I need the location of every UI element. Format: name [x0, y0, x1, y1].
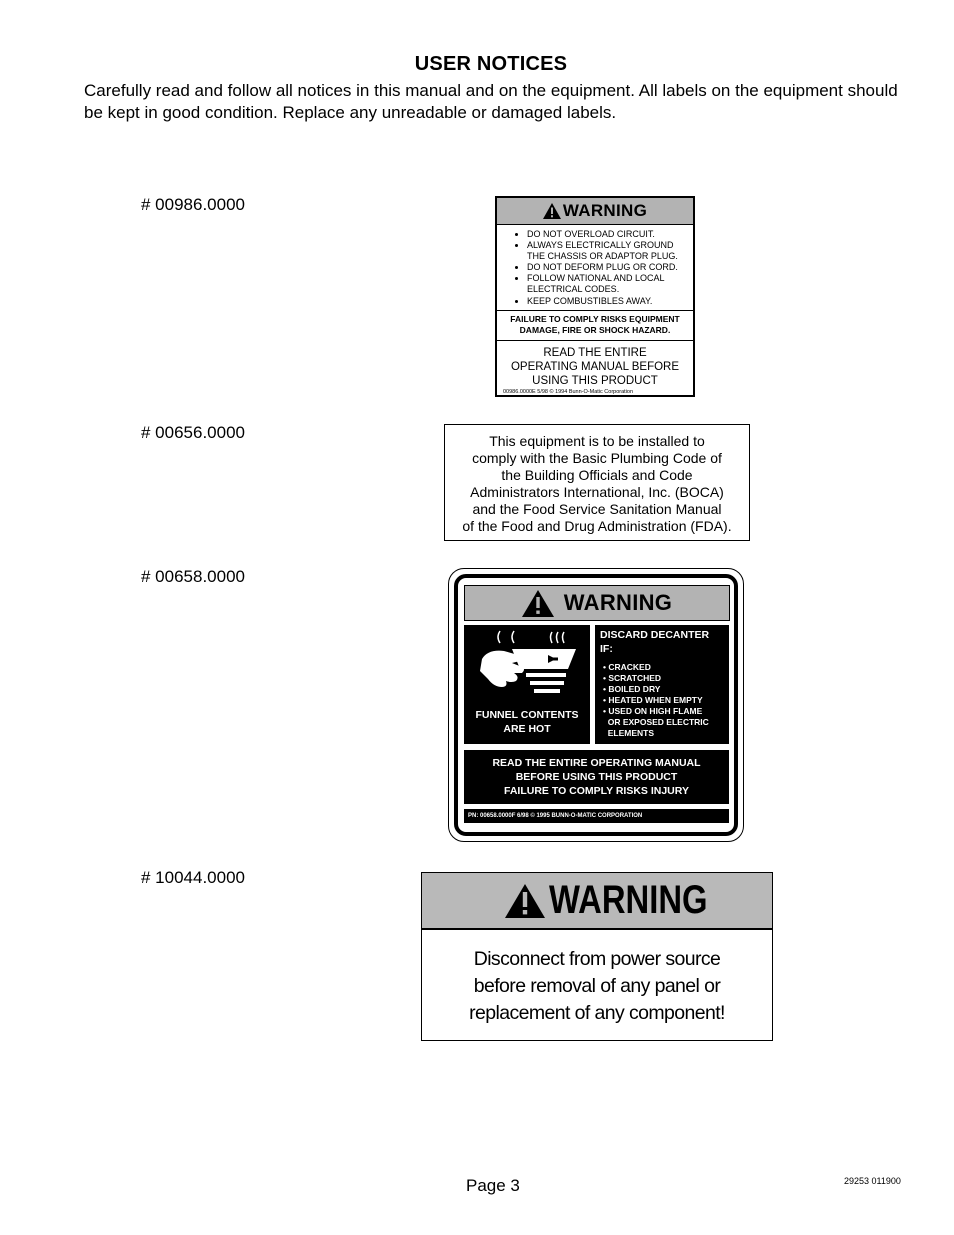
disconnect-message: [422, 946, 772, 1027]
read-line: USING THIS PRODUCT: [532, 375, 658, 387]
failure-notice: [497, 310, 693, 341]
warning-triangle-icon: [522, 590, 554, 617]
heading-line: DISCARD DECANTER: [600, 629, 710, 641]
list-item: • BOILED DRY: [603, 684, 661, 694]
page-number: Page 3: [466, 1176, 520, 1195]
read-line: READ THE ENTIRE OPERATING MANUAL: [492, 757, 701, 769]
hot-funnel-panel: [464, 625, 590, 744]
list-item: • HEATED WHEN EMPTY: [603, 695, 703, 705]
label-header: [422, 873, 772, 930]
discard-heading: [595, 625, 729, 656]
failure-line: FAILURE TO COMPLY RISKS EQUIPMENT: [510, 314, 680, 324]
list-item: • SCRATCHED: [603, 673, 662, 683]
list-item: • CRACKED: [603, 662, 651, 672]
discard-decanter-panel: [595, 625, 729, 744]
read-line: READ THE ENTIRE: [543, 347, 647, 359]
label-line: and the Food Service Sanitation Manual: [472, 501, 722, 517]
label-line: the Building Officials and Code: [501, 467, 693, 483]
part-number-00656: # 00656.0000: [141, 423, 245, 442]
page-title: USER NOTICES: [414, 53, 568, 75]
read-line: FAILURE TO COMPLY RISKS INJURY: [504, 785, 689, 797]
read-line: BEFORE USING THIS PRODUCT: [515, 771, 678, 783]
message-line: replacement of any component!: [469, 1002, 725, 1024]
label-line: This equipment is to be installed to: [489, 433, 705, 449]
label-footer: 00986.0000E 5/98 © 1994 Bunn-O-Matic Corporation: [503, 389, 634, 395]
warning-triangle-icon: [505, 884, 545, 918]
label-line: of the Food and Drug Administration (FDA).: [462, 518, 732, 534]
list-item: • ALWAYS ELECTRICALLY GROUND THE CHASSIS OR ADAPTOR PLUG.: [527, 240, 693, 262]
caption-line: FUNNEL CONTENTS: [475, 709, 579, 721]
warning-triangle-icon: [543, 203, 561, 219]
caption-line: ARE HOT: [503, 723, 551, 735]
read-line: OPERATING MANUAL BEFORE: [510, 361, 680, 373]
label-line: Administrators International, Inc. (BOCA): [470, 484, 724, 500]
intro-paragraph: Carefully read and follow all notices in this manual and on the equipment. All labels on the equipment should be kept in good condition. Replace any unreadable or damaged labels.: [84, 81, 898, 122]
plumbing-code-label-00656: [444, 424, 750, 541]
list-item: ELEMENTS: [603, 728, 655, 738]
message-line: before removal of any panel or: [473, 975, 721, 997]
label-header-text: WARNING: [562, 201, 648, 220]
warning-label-00658: [448, 568, 744, 842]
label-line: comply with the Basic Plumbing Code of: [472, 450, 722, 466]
part-number-00986: # 00986.0000: [141, 195, 245, 214]
label-header-text: WARNING: [549, 878, 708, 922]
label-header-text: WARNING: [563, 590, 673, 615]
warning-list: [497, 229, 693, 307]
heading-line: IF:: [600, 643, 613, 655]
read-manual-notice: [497, 346, 693, 388]
list-item: • USED ON HIGH FLAME: [603, 706, 703, 716]
part-number-10044: # 10044.0000: [141, 868, 245, 887]
label-header: [497, 198, 693, 225]
list-item: • FOLLOW NATIONAL AND LOCAL ELECTRICAL CODES.: [527, 273, 693, 295]
hot-funnel-hand-icon: [464, 629, 590, 709]
list-item: • DO NOT DEFORM PLUG OR CORD.: [527, 262, 693, 273]
label-footer: PN: 00658.0000F 6/98 © 1995 BUNN-O-MATIC CORPORATION: [464, 809, 729, 823]
document-code: 29253 011900: [844, 1176, 901, 1186]
failure-line: DAMAGE, FIRE OR SHOCK HAZARD.: [519, 325, 671, 335]
label-header: [464, 585, 730, 621]
warning-label-00986: [495, 196, 695, 397]
read-manual-panel: [464, 750, 729, 804]
list-item: • KEEP COMBUSTIBLES AWAY.: [527, 296, 693, 307]
message-line: Disconnect from power source: [473, 948, 721, 970]
list-item: • DO NOT OVERLOAD CIRCUIT.: [527, 229, 693, 240]
hot-funnel-caption: [464, 708, 590, 736]
discard-list: [595, 662, 729, 739]
list-item: OR EXPOSED ELECTRIC: [603, 717, 709, 727]
warning-label-10044: [421, 872, 773, 1041]
part-number-00658: # 00658.0000: [141, 567, 245, 586]
